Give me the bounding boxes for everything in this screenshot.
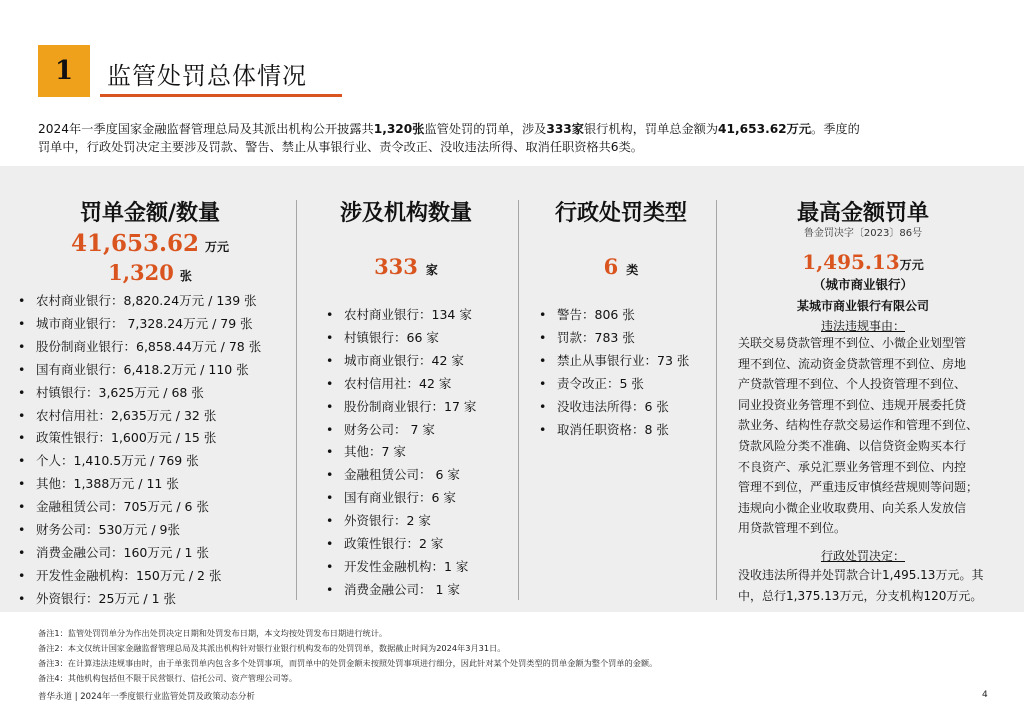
list-item: • 国有商业银行：6,418.2万元 / 110 张 <box>18 359 261 382</box>
list-item: • 没收违法所得：6 张 <box>539 396 689 419</box>
list-item: • 其他：7 家 <box>326 441 476 464</box>
penalty-type-count: 6 类 <box>603 254 639 279</box>
intro-paragraph <box>38 120 996 156</box>
highest-fine-bank-name: 某城市商业银行有限公司 <box>796 299 929 313</box>
list-item: • 消费金融公司：160万元 / 1 张 <box>18 542 261 565</box>
list-item: • 农村信用社：42 家 <box>326 373 476 396</box>
list-item: • 外资银行：25万元 / 1 张 <box>18 588 261 611</box>
footnote-3: 备注3：在计算违法违规事由时，由于单张罚单内包含多个处罚事项，而罚单中的处罚金额未按照处罚事项进行细分，因此针对某个处罚类型的罚单金额为整个罚单的金额。 <box>38 658 658 668</box>
total-fine-amount: 41,653.62 万元 <box>70 230 230 257</box>
list-item: • 金融租赁公司： 6 家 <box>326 464 476 487</box>
list-item: • 外资银行：2 家 <box>326 510 476 533</box>
column-divider <box>716 200 717 600</box>
list-item: • 消费金融公司： 1 家 <box>326 579 476 602</box>
page-footer: 普华永道 | 2024年一季度银行业监管处罚及政策动态分析 <box>38 692 255 702</box>
section-title-underline <box>100 94 342 97</box>
list-item: • 城市商业银行： 7,328.24万元 / 79 张 <box>18 313 261 336</box>
list-item: • 城市商业银行：42 家 <box>326 350 476 373</box>
institution-count-title: 涉及机构数量 <box>339 201 472 226</box>
fine-by-institution-list <box>18 290 261 611</box>
list-item: • 开发性金融机构：1 家 <box>326 556 476 579</box>
section-number: 1 <box>54 56 74 86</box>
footnote-4: 备注4：其他机构包括但不限于民营银行、信托公司、资产管理公司等。 <box>38 673 298 683</box>
list-item: • 农村信用社：2,635万元 / 32 张 <box>18 405 261 428</box>
list-item: • 股份制商业银行：17 家 <box>326 396 476 419</box>
section-title: 监管处罚总体情况 <box>107 62 307 90</box>
penalty-type-list <box>539 304 689 441</box>
list-item: • 个人：1,410.5万元 / 769 张 <box>18 450 261 473</box>
violation-reason-label: 违法违规事由： <box>820 319 905 333</box>
footnote-2: 备注2：本文仅统计国家金融监督管理总局及其派出机构针对银行业银行机构发布的处罚罚单，数据截止时间为2024年3月31日。 <box>38 643 506 653</box>
penalty-document-number: 鲁金罚决字〔2023〕86号 <box>803 228 923 239</box>
footnote-1: 备注1：监管处罚罚单分为作出处罚决定日期和处罚发布日期，本文均按处罚发布日期进行统计。 <box>38 628 388 638</box>
highest-fine-title: 最高金额罚单 <box>796 201 929 226</box>
list-item: • 金融租赁公司：705万元 / 6 张 <box>18 496 261 519</box>
list-item: • 财务公司： 7 家 <box>326 419 476 442</box>
list-item: • 农村商业银行：134 家 <box>326 304 476 327</box>
total-fine-count: 1,320 张 <box>108 260 192 285</box>
intro-line-2: 罚单中，行政处罚决定主要涉及罚款、警告、禁止从事银行业、责令改正、没收违法所得、取消任职资格共6类。 <box>38 140 643 154</box>
column-divider <box>518 200 519 600</box>
list-item: • 国有商业银行：6 家 <box>326 487 476 510</box>
list-item: • 罚款：783 张 <box>539 327 689 350</box>
penalty-type-title: 行政处罚类型 <box>554 201 687 226</box>
fine-amount-count-title: 罚单金额/数量 <box>79 201 221 226</box>
violation-reason-text: 关联交易贷款管理不到位、小微企业划型管 理不到位、流动资金贷款管理不到位、房地 产贷款管理不到位、个人投资管理不到位、 同业投资业务管理不到位、违规开展委托贷 款业务、结构性存款交易运作和管理不到位、 贷款风险分类不准确、以信贷资金购买本行 不良资产、承兑汇票业务管理不到位、内控 管理不到位，严重违反审慎经营规则等问题； 违规向小微企业收取费用、向关系人发放信 用贷款管理不到位。 <box>738 336 979 536</box>
page-number: 4 <box>982 690 988 700</box>
institution-count-value: 333 家 <box>374 254 438 279</box>
list-item: • 责令改正：5 张 <box>539 373 689 396</box>
list-item: • 其他：1,388万元 / 11 张 <box>18 473 261 496</box>
list-item: • 禁止从事银行业：73 张 <box>539 350 689 373</box>
list-item: • 村镇银行：3,625万元 / 68 张 <box>18 382 261 405</box>
list-item: • 股份制商业银行：6,858.44万元 / 78 张 <box>18 336 261 359</box>
list-item: • 政策性银行：1,600万元 / 15 张 <box>18 427 261 450</box>
penalty-decision-text: 没收违法所得并处罚款合计1,495.13万元。其 中，总行1,375.13万元，分支机构120万元。 <box>738 568 984 603</box>
list-item: • 开发性金融机构：150万元 / 2 张 <box>18 565 261 588</box>
list-item: • 取消任职资格：8 张 <box>539 419 689 442</box>
highest-fine-bank-type: （城市商业银行） <box>812 277 913 292</box>
list-item: • 财务公司：530万元 / 9张 <box>18 519 261 542</box>
list-item: • 警告：806 张 <box>539 304 689 327</box>
column-divider <box>296 200 297 600</box>
list-item: • 农村商业银行：8,820.24万元 / 139 张 <box>18 290 261 313</box>
highest-fine-amount: 1,495.13万元 <box>802 250 924 274</box>
list-item: • 村镇银行：66 家 <box>326 327 476 350</box>
section-number-badge <box>38 45 90 97</box>
penalty-decision-label: 行政处罚决定： <box>820 549 905 563</box>
intro-line-1: 2024年一季度国家金融监督管理总局及其派出机构公开披露共1,320张监管处罚的罚单，涉及333家银行机构，罚单总金额为41,653.62万元。季度的 <box>38 122 860 136</box>
institution-type-list <box>326 304 476 602</box>
list-item: • 政策性银行：2 家 <box>326 533 476 556</box>
